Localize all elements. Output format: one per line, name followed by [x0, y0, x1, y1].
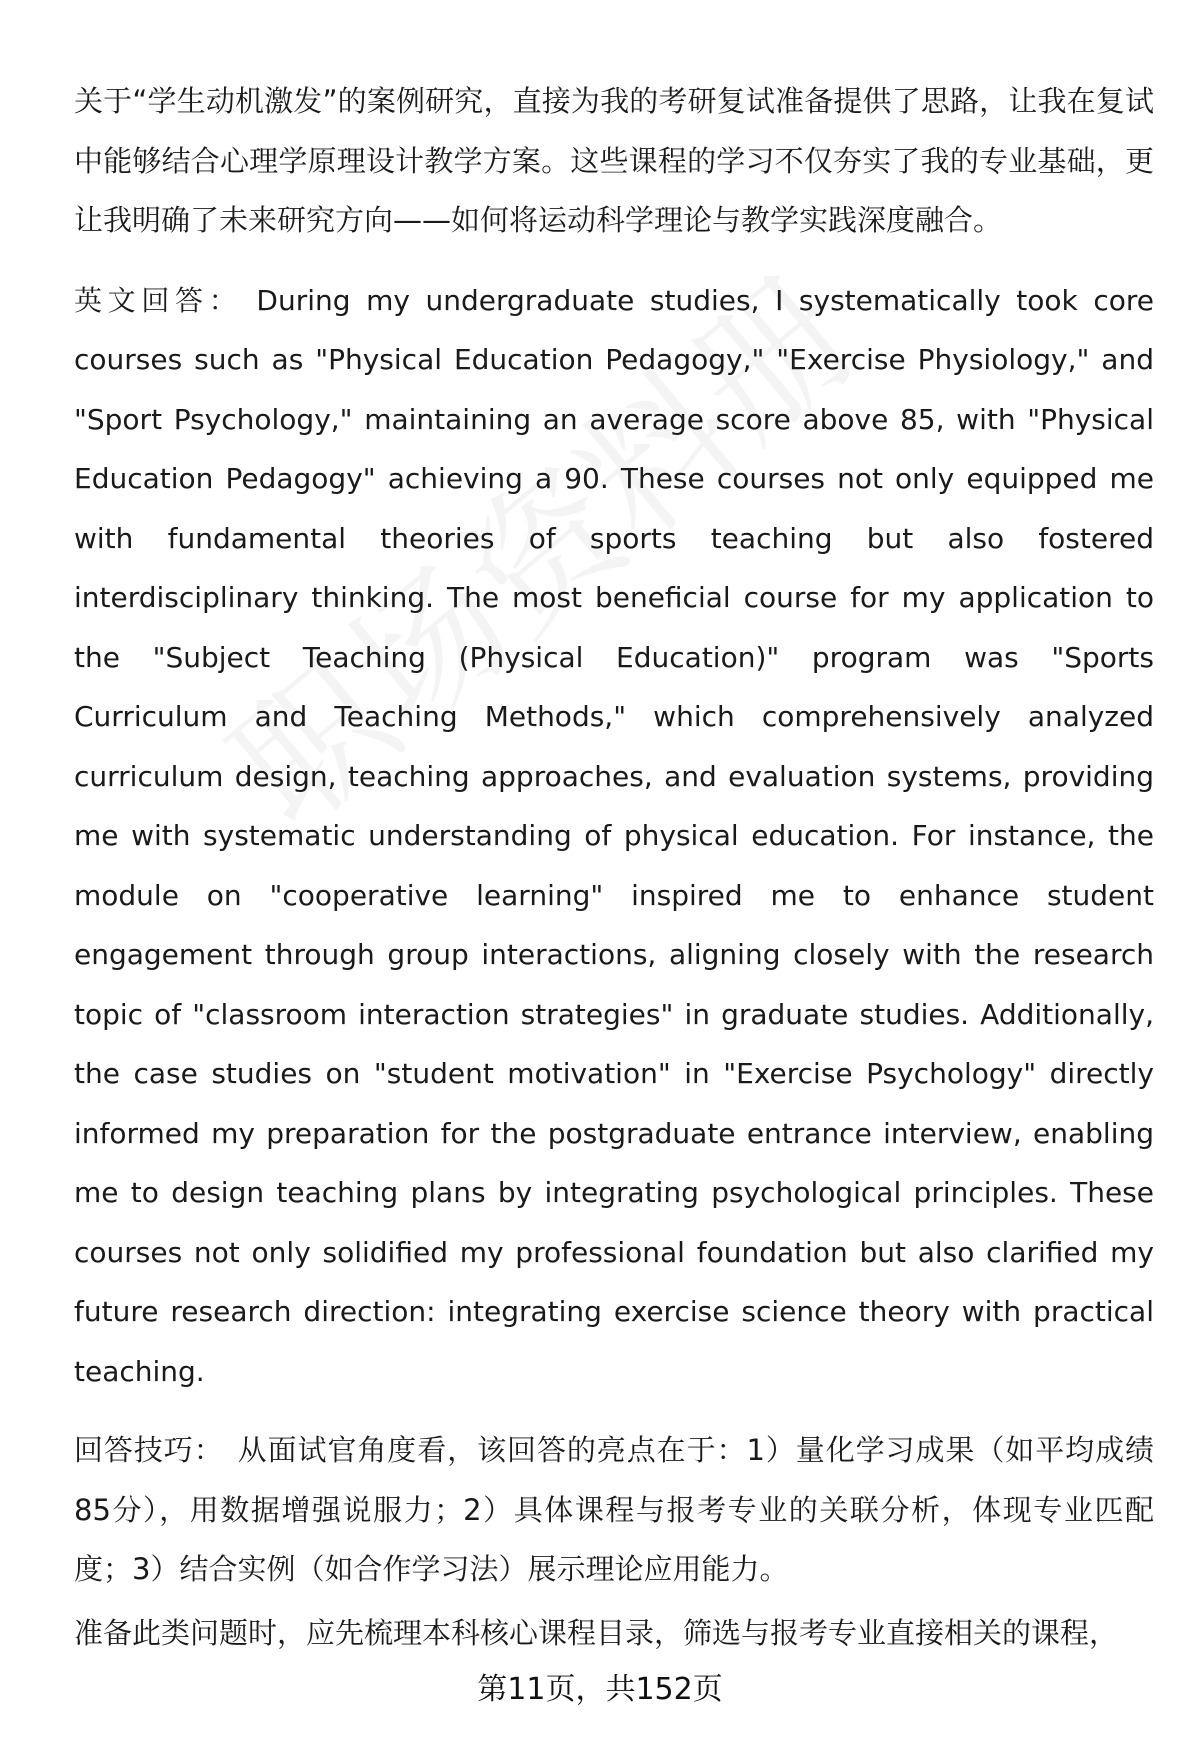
answer-tips-paragraph: [74, 1421, 1154, 1600]
english-answer-paragraph: [74, 271, 1154, 1402]
answer-tips-label: 回答技巧：: [74, 1433, 224, 1467]
english-answer-text: During my undergraduate studies, I systematically took core courses such as "Physical Education Pedagogy," "Exercise Physiology," and "Sport Psychology," maintaining an average score above 85, with "Physical Education Pedagogy" achieving a 90. These courses not only equipped me with fundamental theories of sports teaching but also fostered interdisciplinary thinking. The most beneficial course for my application to the "Subject Teaching (Physical Education)" program was "Sports Curriculum and Teaching Methods," which comprehensively analyzed curriculum design, teaching approaches, and evaluation systems, providing me with systematic understanding of physical education. For instance, the module on "cooperative learning" inspired me to enhance student engagement through group interactions, aligning closely with the research topic of "classroom interaction strategies" in graduate studies. Additionally, the case studies on "student motivation" in "Exercise Psychology" directly informed my preparation for the postgraduate entrance interview, enabling me to design teaching plans by integrating psychological principles. These courses not only solidified my professional foundation but also clarified my future research direction: integrating exercise science theory with practical teaching.: [74, 283, 1154, 1388]
page-number: 第11页，共152页: [477, 1672, 723, 1707]
chinese-answer-continuation: 关于“学生动机激发”的案例研究，直接为我的考研复试准备提供了思路，让我在复试中能够结合心理学原理设计教学方案。这些课程的学习不仅夯实了我的专业基础，更让我明确了未来研究方向——如何将运动科学理论与教学实践深度融合。: [74, 84, 1154, 237]
preparation-advice: 准备此类问题时，应先梳理本科核心课程目录，筛选与报考专业直接相关的课程，: [74, 1615, 1119, 1650]
answer-tips-text: 从面试官角度看，该回答的亮点在于：1）量化学习成果（如平均成绩85分），用数据增强说服力；2）具体课程与报考专业的关联分析，体现专业匹配度；3）结合实例（如合作学习法）展示理论应用能力。: [74, 1433, 1154, 1586]
document-body: [74, 72, 1154, 1663]
english-answer-label: 英文回答：: [74, 283, 243, 317]
